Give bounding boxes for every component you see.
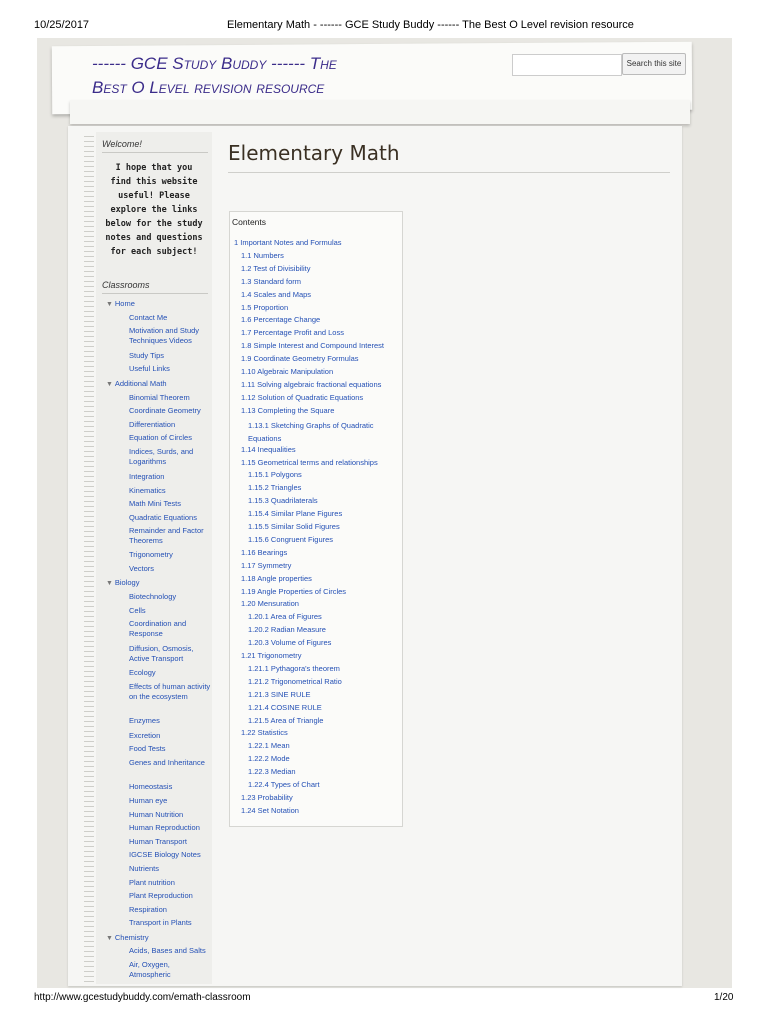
toc-link[interactable]: 1.7 Percentage Profit and Loss bbox=[241, 328, 344, 338]
toc-link[interactable]: 1.9 Coordinate Geometry Formulas bbox=[241, 354, 359, 364]
sidebar-link[interactable]: Differentiation bbox=[129, 420, 176, 429]
sidebar-link[interactable]: Coordinate Geometry bbox=[129, 406, 201, 415]
print-url: http://www.gcestudybuddy.com/emath-classroom bbox=[34, 992, 251, 1003]
sidebar-link[interactable]: Indices, Surds, and Logarithms bbox=[129, 447, 194, 466]
sidebar-link[interactable]: Trigonometry bbox=[129, 550, 173, 559]
sidebar-link[interactable]: Motivation and Study Techniques Videos bbox=[129, 326, 200, 345]
sidebar-link[interactable]: Binomial Theorem bbox=[129, 393, 190, 402]
toc-link[interactable]: 1.16 Bearings bbox=[241, 547, 288, 557]
site-title-line1: ------ GCE Study Buddy ------ The bbox=[92, 54, 337, 73]
toc-link[interactable]: 1.11 Solving algebraic fractional equations bbox=[241, 379, 382, 389]
toc-link[interactable]: 1.13 Completing the Square bbox=[241, 405, 335, 415]
toc-link[interactable]: 1.21.4 COSINE RULE bbox=[248, 702, 322, 712]
print-page-number: 1/20 bbox=[714, 992, 734, 1003]
toc-link[interactable]: 1 Important Notes and Formulas bbox=[234, 238, 342, 247]
nav-group-0[interactable] bbox=[106, 299, 135, 308]
toc-link[interactable]: 1.21.5 Area of Triangle bbox=[248, 715, 324, 725]
nav-group-label[interactable]: Biology bbox=[114, 578, 140, 587]
nav-group-1[interactable] bbox=[106, 379, 167, 388]
classrooms-title: Classrooms bbox=[102, 280, 150, 290]
toc-link[interactable]: 1.21.1 Pythagora's theorem bbox=[248, 663, 340, 673]
toc-link[interactable]: 1.4 Scales and Maps bbox=[241, 289, 312, 299]
search-input[interactable] bbox=[512, 54, 622, 76]
sidebar-link[interactable]: Food Tests bbox=[129, 744, 166, 753]
sidebar-link[interactable]: Enzymes bbox=[129, 716, 160, 725]
sidebar-link[interactable]: Diffusion, Osmosis, Active Transport bbox=[129, 644, 194, 663]
toc-link[interactable]: 1.22 Statistics bbox=[241, 728, 288, 738]
toc-link[interactable]: 1.22.2 Mode bbox=[248, 754, 290, 764]
toc-link[interactable]: 1.1 Numbers bbox=[241, 250, 284, 260]
welcome-divider bbox=[102, 152, 208, 153]
welcome-title: Welcome! bbox=[102, 139, 142, 149]
toc-link[interactable]: 1.10 Algebraic Manipulation bbox=[241, 367, 334, 376]
sidebar-link[interactable]: Effects of human activity on the ecosystem bbox=[129, 682, 211, 701]
print-header bbox=[0, 0, 768, 38]
site-title[interactable] bbox=[92, 52, 392, 100]
welcome-text: I hope that you find this website useful! Please explore the links below for the study notes and questions for each subject! bbox=[105, 163, 203, 257]
sidebar-link[interactable]: Integration bbox=[129, 472, 165, 481]
sidebar-link[interactable]: Human Reproduction bbox=[129, 823, 200, 832]
expand-triangle-icon[interactable]: ▼ bbox=[106, 301, 115, 308]
toc-link[interactable]: 1.23 Probability bbox=[241, 792, 293, 802]
toc-link[interactable]: 1.21 Trigonometry bbox=[241, 651, 302, 660]
header-paper-strip bbox=[70, 100, 690, 124]
toc-link[interactable]: 1.20 Mensuration bbox=[241, 599, 299, 609]
sidebar-link[interactable]: Human Transport bbox=[129, 837, 187, 846]
sidebar-link[interactable]: Genes and Inheritance bbox=[129, 758, 205, 767]
toc-link[interactable]: 1.15 Geometrical terms and relationships bbox=[241, 457, 378, 467]
sidebar-link[interactable]: Human Nutrition bbox=[129, 810, 184, 819]
title-divider bbox=[228, 172, 670, 173]
sidebar-link[interactable]: Homeostasis bbox=[129, 782, 173, 791]
site-title-line2: Best O Level revision resource bbox=[92, 78, 325, 97]
toc-link[interactable]: 1.20.3 Volume of Figures bbox=[248, 638, 332, 648]
sidebar-link[interactable]: Vectors bbox=[129, 564, 155, 573]
sidebar-link[interactable]: Cells bbox=[129, 606, 146, 615]
search-button[interactable]: Search this site bbox=[622, 53, 686, 75]
sidebar-link[interactable]: Air, Oxygen, Atmospheric bbox=[129, 960, 171, 979]
toc-link[interactable]: 1.17 Symmetry bbox=[241, 560, 292, 570]
nav-group-2[interactable] bbox=[106, 578, 139, 587]
margin-ticks bbox=[84, 132, 94, 984]
toc-link[interactable]: 1.15.3 Quadrilaterals bbox=[248, 496, 318, 506]
toc-link[interactable]: 1.19 Angle Properties of Circles bbox=[241, 586, 347, 596]
toc-link[interactable]: 1.15.4 Similar Plane Figures bbox=[248, 509, 343, 519]
print-date: 10/25/2017 bbox=[34, 19, 90, 31]
toc-link[interactable]: 1.5 Proportion bbox=[241, 302, 289, 312]
sidebar-link[interactable]: Biotechnology bbox=[129, 592, 177, 601]
toc-link[interactable]: 1.22.4 Types of Chart bbox=[248, 780, 320, 789]
toc-link[interactable]: 1.14 Inequalities bbox=[241, 444, 296, 454]
sidebar-link[interactable]: IGCSE Biology Notes bbox=[129, 850, 201, 859]
toc-link[interactable]: 1.12 Solution of Quadratic Equations bbox=[241, 392, 364, 402]
sidebar-link[interactable]: Nutrients bbox=[129, 864, 160, 873]
expand-triangle-icon[interactable]: ▼ bbox=[106, 381, 115, 388]
sidebar-link[interactable]: Useful Links bbox=[129, 364, 170, 373]
nav-group-label[interactable]: Additional Math bbox=[114, 379, 167, 388]
toc-link[interactable]: 1.22.3 Median bbox=[248, 767, 296, 777]
nav-group-label[interactable]: Chemistry bbox=[114, 933, 149, 942]
toc-link[interactable]: 1.2 Test of Divisibility bbox=[241, 263, 311, 273]
sidebar-link[interactable]: Ecology bbox=[129, 668, 156, 677]
sidebar-link[interactable]: Kinematics bbox=[129, 486, 166, 495]
sidebar-link[interactable]: Excretion bbox=[129, 731, 161, 740]
sidebar-link[interactable]: Equation of Circles bbox=[129, 433, 192, 442]
toc-link[interactable]: 1.18 Angle properties bbox=[241, 573, 312, 583]
toc-link[interactable]: 1.15.5 Similar Solid Figures bbox=[248, 522, 340, 531]
toc-link[interactable]: 1.20.2 Radian Measure bbox=[248, 625, 326, 635]
sidebar-link[interactable]: Math Mini Tests bbox=[129, 499, 181, 508]
sidebar-link[interactable]: Study Tips bbox=[129, 351, 165, 360]
toc-link[interactable]: 1.13.1 Sketching Graphs of Quadratic Equations bbox=[248, 420, 374, 443]
page-title: Elementary Math bbox=[228, 141, 400, 165]
print-title: Elementary Math - ------ GCE Study Buddy ------ The Best O Level revision resource bbox=[227, 19, 634, 31]
toc-link[interactable]: 1.21.3 SINE RULE bbox=[248, 689, 311, 699]
toc-link[interactable]: 1.15.1 Polygons bbox=[248, 470, 302, 480]
toc-link[interactable]: 1.15.6 Congruent Figures bbox=[248, 534, 334, 544]
toc-link[interactable]: 1.21.2 Trigonometrical Ratio bbox=[248, 676, 342, 686]
sidebar-link[interactable]: Contact Me bbox=[129, 313, 168, 322]
sidebar-link[interactable]: Human eye bbox=[129, 796, 168, 805]
toc-link[interactable]: 1.20.1 Area of Figures bbox=[248, 612, 322, 622]
sidebar-link[interactable]: Plant nutrition bbox=[129, 878, 175, 887]
toc-link[interactable]: 1.8 Simple Interest and Compound Interest bbox=[241, 341, 384, 351]
nav-group-label[interactable]: Home bbox=[114, 299, 135, 308]
sidebar-link[interactable]: Transport in Plants bbox=[129, 918, 192, 927]
nav-group-3[interactable] bbox=[106, 933, 149, 942]
classrooms-divider bbox=[102, 293, 208, 294]
sidebar-link[interactable]: Respiration bbox=[129, 905, 167, 914]
sidebar-link[interactable]: Plant Reproduction bbox=[129, 891, 193, 900]
toc-link[interactable]: 1.3 Standard form bbox=[241, 276, 302, 286]
toc-link[interactable]: 1.24 Set Notation bbox=[241, 805, 299, 815]
sidebar-link[interactable]: Coordination and Response bbox=[129, 619, 187, 638]
expand-triangle-icon[interactable]: ▼ bbox=[106, 580, 115, 587]
sidebar-link[interactable]: Remainder and Factor Theorems bbox=[129, 526, 204, 545]
toc-link[interactable]: 1.6 Percentage Change bbox=[241, 315, 321, 325]
toc-link[interactable]: 1.15.2 Triangles bbox=[248, 483, 302, 493]
expand-triangle-icon[interactable]: ▼ bbox=[106, 935, 115, 942]
sidebar-link[interactable]: Acids, Bases and Salts bbox=[129, 946, 206, 955]
toc-heading: Contents bbox=[232, 217, 267, 227]
toc-link[interactable]: 1.22.1 Mean bbox=[248, 741, 290, 751]
sidebar-link[interactable]: Quadratic Equations bbox=[129, 513, 197, 522]
